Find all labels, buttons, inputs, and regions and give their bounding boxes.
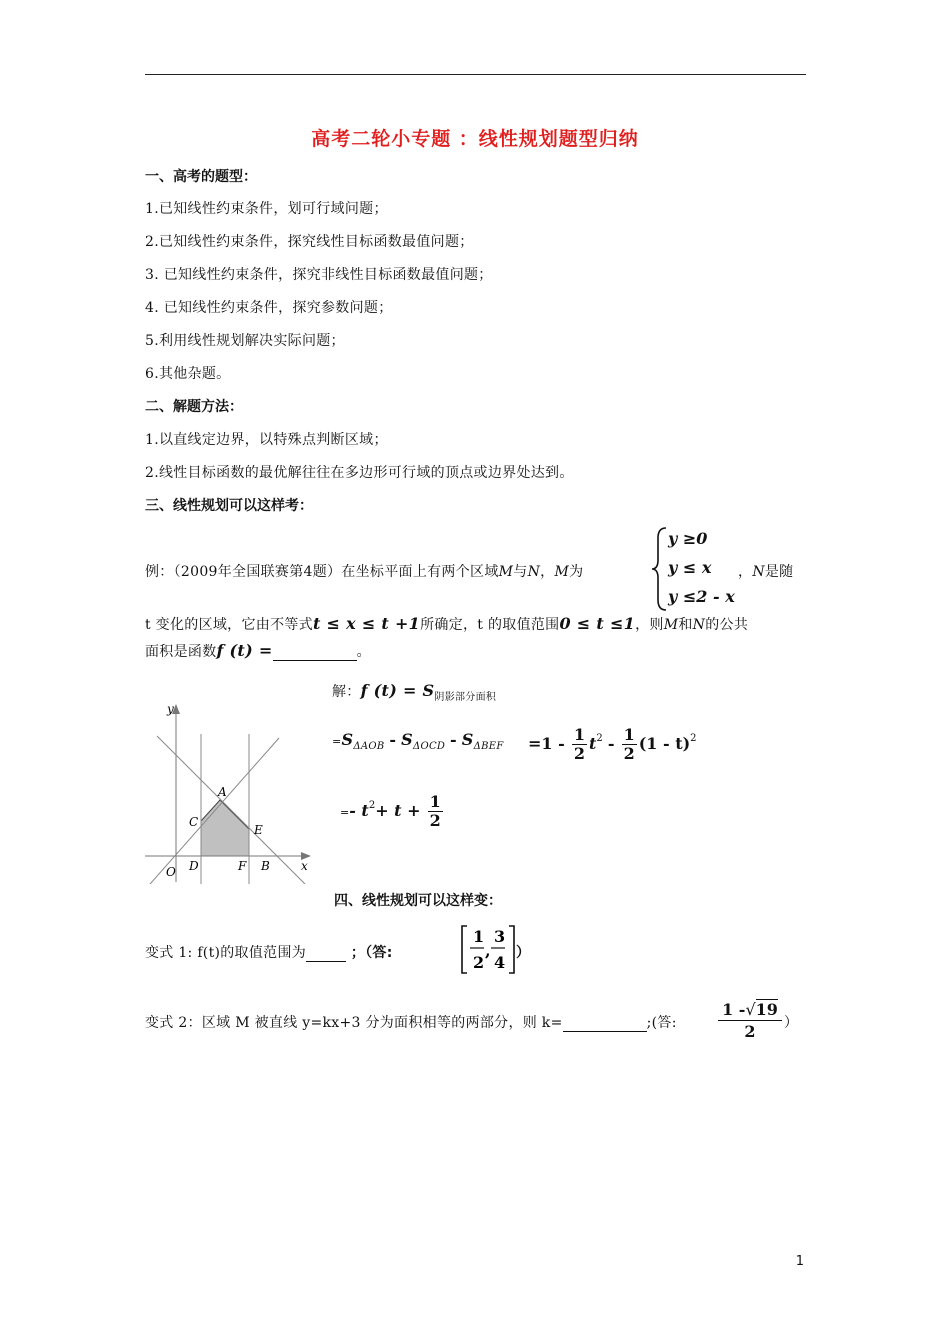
fraction xyxy=(572,726,587,763)
text: 是随 xyxy=(764,564,794,580)
section-2-heading: 二、解题方法： xyxy=(145,399,243,415)
numerator: 1 xyxy=(573,725,585,744)
numerator: 3 xyxy=(494,927,506,946)
point-label: C xyxy=(189,815,199,829)
solution-line-1 xyxy=(332,681,496,703)
point-label: E xyxy=(254,823,263,837)
symbol-s: S xyxy=(401,730,413,749)
numerator: 1 xyxy=(623,725,635,744)
y-axis-label: y xyxy=(167,702,174,716)
example-line-3 xyxy=(145,641,371,661)
page-number: 1 xyxy=(795,1254,804,1269)
section-4-heading: 四、线性规划可以这样变： xyxy=(334,893,502,909)
text: = xyxy=(332,735,342,748)
var-m: M xyxy=(554,564,570,580)
fraction xyxy=(622,726,637,763)
text: 。 xyxy=(356,644,371,660)
subscript: ΔAOB xyxy=(353,741,385,752)
text: - xyxy=(389,730,397,749)
list-item: 5.利用线性规划解决实际问题； xyxy=(145,333,345,349)
point-label: D xyxy=(189,859,199,873)
subscript: 阴影部分面积 xyxy=(434,692,497,703)
denominator: 2 xyxy=(573,744,585,763)
text: 为 xyxy=(569,564,584,580)
inequality: t ≤ x ≤ t +1 xyxy=(312,614,421,633)
answer-blank xyxy=(306,945,346,962)
point-label: F xyxy=(238,859,247,873)
answer-fraction xyxy=(718,1000,782,1043)
section-1-heading: 一、高考的题型： xyxy=(145,169,257,185)
denominator: 4 xyxy=(494,953,506,972)
text: + t + xyxy=(375,801,421,820)
var-m: M xyxy=(663,617,679,633)
solution-line-2 xyxy=(332,730,504,752)
subscript: ΔOCD xyxy=(412,741,446,752)
constraint-3: y ≤2 - x xyxy=(668,587,735,606)
x-axis-label: x xyxy=(301,859,308,873)
text: ，则 xyxy=(635,617,664,633)
text: 变式 1: f(t)的取值范围为 xyxy=(145,945,307,961)
var-m: M xyxy=(498,564,514,580)
numerator xyxy=(718,1000,782,1021)
point-label: A xyxy=(218,785,227,799)
text: - t xyxy=(349,801,369,820)
var-n: N xyxy=(692,617,706,633)
list-item: 1.已知线性约束条件，划可行域问题； xyxy=(145,201,388,217)
page-title: 高考二轮小专题 ：线性规划题型归纳 xyxy=(311,128,639,150)
point-label: O xyxy=(166,865,176,879)
var-n: N xyxy=(752,564,765,580)
numerator: 1 xyxy=(473,927,485,946)
list-item: 4. 已知线性约束条件，探究参数问题； xyxy=(145,300,393,316)
fraction xyxy=(428,793,443,830)
denominator: 2 xyxy=(473,953,485,972)
example-line-2 xyxy=(145,614,748,634)
function-f: f (t) = xyxy=(216,641,273,660)
radicand: 19 xyxy=(755,1000,778,1019)
list-item: 1.以直线定边界，以特殊点判断区域； xyxy=(145,432,388,448)
text: 与 xyxy=(513,564,528,580)
example-prefix: 例：（2009年全国联赛第4题）在坐标平面上有两个区域 xyxy=(145,564,499,580)
constraint-2: y ≤ x xyxy=(668,558,712,577)
text: =1 - xyxy=(528,734,565,753)
superscript: 2 xyxy=(596,733,603,744)
text: - xyxy=(607,734,615,753)
text: 1 - xyxy=(722,1000,746,1019)
superscript: 2 xyxy=(368,800,376,811)
range: 0 ≤ t ≤1 xyxy=(559,614,636,633)
denominator: 2 xyxy=(623,744,635,763)
list-item: 3. 已知线性约束条件，探究非线性目标函数最值问题； xyxy=(145,267,493,283)
text: (1 - t) xyxy=(638,734,691,753)
answer-blank xyxy=(563,1015,647,1032)
text: ， xyxy=(540,564,555,580)
sqrt-icon: √ xyxy=(745,1000,756,1019)
text: - xyxy=(450,730,457,749)
left-brace-icon xyxy=(650,526,670,612)
var-n: N xyxy=(527,564,541,580)
text: 所确定，t 的取值范围 xyxy=(420,617,560,633)
text: ;(答: xyxy=(646,1015,677,1031)
text: 面积是函数 xyxy=(145,644,217,660)
text: 变式 2：区域 M 被直线 y=kx+3 分为面积相等的两部分，则 k= xyxy=(145,1015,563,1031)
numerator: 1 xyxy=(429,792,441,811)
denominator: 2 xyxy=(744,1022,756,1041)
var-t: t xyxy=(588,734,597,753)
text: = xyxy=(340,806,350,819)
header-rule xyxy=(145,74,806,75)
constraint-1: y ≥0 xyxy=(668,529,708,548)
text: t 变化的区域，它由不等式 xyxy=(145,617,313,633)
comma: , xyxy=(485,941,491,960)
text: ；（答: xyxy=(350,945,393,961)
text: ， xyxy=(738,564,753,580)
list-item: 6.其他杂题。 xyxy=(145,366,231,382)
answer-blank xyxy=(273,644,357,661)
interval-brackets-icon xyxy=(458,924,518,976)
list-item: 2.已知线性约束条件，探究线性目标函数最值问题； xyxy=(145,234,474,250)
denominator: 2 xyxy=(429,811,441,830)
solution-label: 解： xyxy=(332,684,361,700)
variant-1 xyxy=(145,942,393,962)
close-paren: ） xyxy=(516,945,531,961)
symbol-s: S xyxy=(461,730,474,749)
variant-2 xyxy=(145,1012,677,1032)
symbol-s: S xyxy=(341,730,354,749)
section-3-heading: 三、线性规划可以这样考： xyxy=(145,498,313,514)
text: 和 xyxy=(678,617,693,633)
example-line-1 xyxy=(145,561,583,581)
subscript: ΔBEF xyxy=(473,741,504,752)
example-line-1-tail xyxy=(738,561,793,581)
list-item: 2.线性目标函数的最优解往往在多边形可行域的顶点或边界处达到。 xyxy=(145,465,574,481)
function-f: f (t) = S xyxy=(360,681,435,700)
text: 的公共 xyxy=(705,617,749,633)
solution-line-3 xyxy=(340,793,445,830)
point-label: B xyxy=(261,859,270,873)
solution-formula xyxy=(528,726,697,763)
region-figure xyxy=(143,698,315,884)
close-paren: ） xyxy=(784,1015,799,1031)
superscript: 2 xyxy=(690,733,697,744)
